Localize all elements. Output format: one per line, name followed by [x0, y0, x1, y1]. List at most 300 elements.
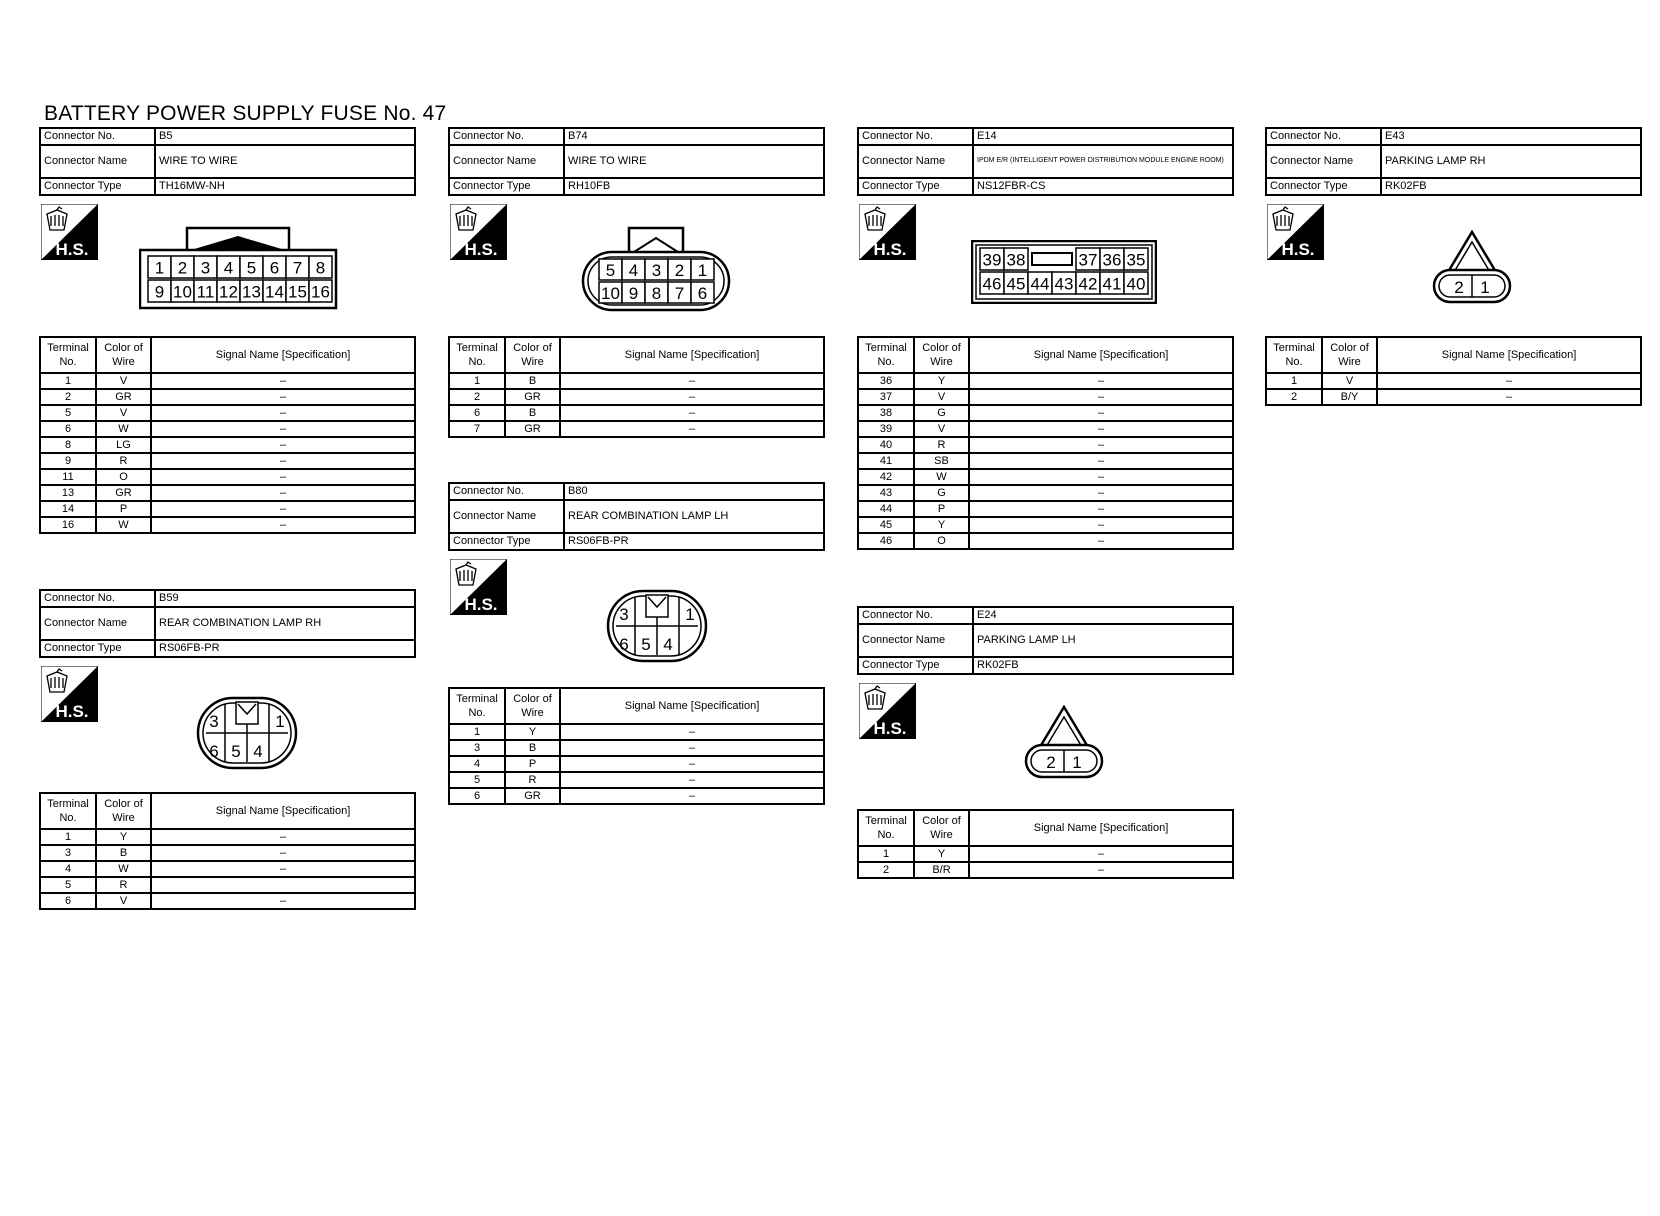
color-of-wire-header: Color of Wire	[914, 337, 969, 373]
connector-block-b5	[39, 127, 416, 534]
signal-name-cell: –	[969, 485, 1233, 501]
terminal-no-cell: 6	[449, 405, 505, 421]
pin-number: 2	[674, 260, 685, 280]
wire-color-cell: R	[96, 877, 151, 893]
terminal-table	[39, 336, 416, 534]
connector-name-label: Connector Name	[449, 500, 564, 533]
terminal-row	[1266, 389, 1641, 405]
signal-name-cell: –	[969, 437, 1233, 453]
signal-name-header: Signal Name [Specification]	[969, 810, 1233, 846]
pin-number: 8	[315, 258, 326, 278]
pin-number: 36	[1102, 250, 1122, 270]
connector-name-label: Connector Name	[858, 145, 973, 178]
terminal-pin	[645, 282, 668, 303]
harness-side-icon	[41, 204, 98, 260]
terminal-row	[858, 437, 1233, 453]
connector-type-value: RS06FB-PR	[155, 640, 415, 657]
wire-color-cell: R	[914, 437, 969, 453]
connector-name-value: REAR COMBINATION LAMP LH	[564, 500, 824, 533]
terminal-pin	[1004, 248, 1028, 270]
connector-block-e14	[857, 127, 1234, 550]
terminal-row	[40, 469, 415, 485]
connector-no-value: E24	[973, 607, 1233, 624]
signal-name-header: Signal Name [Specification]	[151, 337, 415, 373]
terminal-no-cell: 38	[858, 405, 914, 421]
terminal-no-cell: 42	[858, 469, 914, 485]
connector-no-value: B5	[155, 128, 415, 145]
terminal-row	[40, 517, 415, 533]
pin-number: 1	[685, 605, 695, 624]
terminal-row	[449, 405, 824, 421]
signal-name-cell: –	[969, 389, 1233, 405]
terminal-table	[1265, 336, 1642, 406]
terminal-pin	[599, 282, 622, 303]
terminal-row	[449, 740, 824, 756]
wire-color-cell: B	[96, 845, 151, 861]
terminal-pin	[668, 282, 691, 303]
terminal-pin	[1100, 272, 1124, 294]
pin-number: 37	[1078, 250, 1098, 270]
connector-face-e14	[971, 240, 1157, 304]
signal-name-cell: –	[969, 517, 1233, 533]
terminal-no-cell: 4	[40, 861, 96, 877]
terminal-no-cell: 13	[40, 485, 96, 501]
pin-number: 2	[177, 258, 188, 278]
signal-name-header: Signal Name [Specification]	[560, 337, 824, 373]
terminal-no-cell: 39	[858, 421, 914, 437]
signal-name-cell: –	[151, 389, 415, 405]
connector-face-b74	[581, 226, 731, 312]
terminal-pin	[263, 256, 286, 278]
terminal-pin	[622, 282, 645, 303]
connector-no-label: Connector No.	[449, 483, 564, 500]
terminal-row	[40, 845, 415, 861]
connector-block-b74	[448, 127, 825, 438]
terminal-table	[857, 336, 1234, 550]
harness-side-icon	[859, 683, 916, 739]
signal-name-header: Signal Name [Specification]	[969, 337, 1233, 373]
connector-no-label: Connector No.	[1266, 128, 1381, 145]
wire-color-cell: V	[914, 389, 969, 405]
terminal-no-cell: 1	[40, 829, 96, 845]
terminal-no-cell: 16	[40, 517, 96, 533]
connector-face-b5	[139, 226, 345, 310]
wire-color-cell: Y	[505, 724, 560, 740]
pin-number: 9	[628, 283, 639, 303]
signal-name-cell: –	[151, 485, 415, 501]
terminal-row	[40, 421, 415, 437]
terminal-pin	[980, 272, 1004, 294]
pin-number: 14	[265, 282, 284, 302]
connector-block-e43	[1265, 127, 1642, 406]
pin-number: 43	[1054, 274, 1074, 294]
wire-color-cell: B/R	[914, 862, 969, 878]
terminal-row	[40, 829, 415, 845]
page-title: BATTERY POWER SUPPLY FUSE No. 47	[44, 102, 447, 125]
terminal-row	[449, 772, 824, 788]
connector-name-value: REAR COMBINATION LAMP RH	[155, 607, 415, 640]
pin-number: 11	[196, 282, 215, 302]
pin-number: 7	[292, 258, 303, 278]
signal-name-cell: –	[560, 756, 824, 772]
connector-type-value: NS12FBR-CS	[973, 178, 1233, 195]
pin-number: 42	[1078, 274, 1098, 294]
connector-info-table	[39, 127, 416, 196]
terminal-pin	[622, 259, 645, 280]
terminal-no-header: Terminal No.	[1266, 337, 1322, 373]
terminal-no-cell: 45	[858, 517, 914, 533]
terminal-no-cell: 36	[858, 373, 914, 389]
terminal-no-cell: 6	[40, 421, 96, 437]
connector-type-value: RS06FB-PR	[564, 533, 824, 550]
terminal-row	[40, 861, 415, 877]
terminal-pin	[1124, 248, 1148, 270]
pin-number: 2	[1454, 278, 1464, 297]
connector-name-value: WIRE TO WIRE	[155, 145, 415, 178]
wire-color-cell: G	[914, 405, 969, 421]
harness-side-icon	[450, 559, 507, 615]
signal-name-cell: –	[969, 421, 1233, 437]
signal-name-cell: –	[1377, 389, 1641, 405]
terminal-pin	[286, 256, 309, 278]
harness-side-icon	[41, 666, 98, 722]
terminal-no-header: Terminal No.	[858, 337, 914, 373]
pin-number: 15	[288, 282, 307, 302]
pin-number: 2	[1046, 753, 1056, 772]
connector-no-value: B80	[564, 483, 824, 500]
terminal-row	[449, 724, 824, 740]
pin-number: 6	[209, 742, 219, 761]
terminal-no-cell: 1	[858, 846, 914, 862]
pin-number: 5	[605, 260, 616, 280]
connector-name-value: WIRE TO WIRE	[564, 145, 824, 178]
signal-name-cell: –	[560, 772, 824, 788]
connector-face-e43	[1432, 230, 1512, 304]
terminal-no-cell: 37	[858, 389, 914, 405]
signal-name-cell	[151, 877, 415, 893]
harness-side-icon	[859, 204, 916, 260]
signal-name-cell: –	[151, 453, 415, 469]
connector-name-value: IPDM E/R (INTELLIGENT POWER DISTRIBUTION MODULE ENGINE ROOM)	[973, 145, 1233, 178]
terminal-row	[449, 389, 824, 405]
terminal-no-cell: 3	[449, 740, 505, 756]
pin-number: 8	[651, 283, 662, 303]
signal-name-cell: –	[969, 373, 1233, 389]
signal-name-cell: –	[560, 405, 824, 421]
signal-name-cell: –	[151, 829, 415, 845]
connector-no-label: Connector No.	[40, 128, 155, 145]
wire-color-cell: Y	[914, 517, 969, 533]
wire-color-cell: B	[505, 740, 560, 756]
signal-name-header: Signal Name [Specification]	[1377, 337, 1641, 373]
wire-color-cell: GR	[505, 421, 560, 437]
terminal-row	[858, 501, 1233, 517]
signal-name-cell: –	[151, 893, 415, 909]
terminal-row	[40, 373, 415, 389]
terminal-no-cell: 46	[858, 533, 914, 549]
terminal-pin	[668, 259, 691, 280]
terminal-pin	[980, 248, 1004, 270]
pin-number: 16	[311, 282, 330, 302]
connector-no-value: E14	[973, 128, 1233, 145]
connector-type-label: Connector Type	[858, 657, 973, 674]
terminal-no-cell: 9	[40, 453, 96, 469]
terminal-row	[858, 421, 1233, 437]
terminal-no-cell: 5	[40, 877, 96, 893]
pin-number: 4	[253, 742, 263, 761]
pin-number: 45	[1006, 274, 1026, 294]
pin-number: 5	[231, 742, 241, 761]
signal-name-cell: –	[151, 845, 415, 861]
terminal-row	[858, 533, 1233, 549]
terminal-table	[857, 809, 1234, 879]
connector-info-table	[857, 606, 1234, 675]
connector-no-value: E43	[1381, 128, 1641, 145]
signal-name-cell: –	[1377, 373, 1641, 389]
wire-color-cell: W	[96, 861, 151, 877]
terminal-no-cell: 6	[449, 788, 505, 804]
signal-name-cell: –	[969, 453, 1233, 469]
terminal-pin	[1052, 272, 1076, 294]
signal-name-cell: –	[151, 421, 415, 437]
connector-face-b80	[606, 589, 708, 663]
terminal-pin	[194, 280, 217, 302]
terminal-no-cell: 3	[40, 845, 96, 861]
connector-name-label: Connector Name	[1266, 145, 1381, 178]
pin-number: 1	[1480, 278, 1490, 297]
connector-name-value: PARKING LAMP RH	[1381, 145, 1641, 178]
connector-no-label: Connector No.	[858, 128, 973, 145]
pin-number: 46	[982, 274, 1002, 294]
terminal-pin	[171, 256, 194, 278]
wire-color-cell: P	[505, 756, 560, 772]
terminal-row	[40, 389, 415, 405]
terminal-row	[40, 893, 415, 909]
connector-type-value: RK02FB	[1381, 178, 1641, 195]
wire-color-cell: W	[914, 469, 969, 485]
terminal-pin	[691, 282, 714, 303]
wire-color-cell: B	[505, 373, 560, 389]
connector-block-b80	[448, 482, 825, 805]
pin-number: 4	[663, 635, 673, 654]
connector-type-label: Connector Type	[40, 640, 155, 657]
wire-color-cell: B	[505, 405, 560, 421]
terminal-row	[40, 877, 415, 893]
pin-number: 44	[1030, 274, 1050, 294]
terminal-row	[1266, 373, 1641, 389]
terminal-row	[40, 485, 415, 501]
pin-number: 9	[154, 282, 165, 302]
connector-name-label: Connector Name	[40, 145, 155, 178]
terminal-no-cell: 2	[1266, 389, 1322, 405]
terminal-pin	[240, 280, 263, 302]
wire-color-cell: V	[1322, 373, 1377, 389]
connector-type-value: TH16MW-NH	[155, 178, 415, 195]
connector-no-value: B59	[155, 590, 415, 607]
terminal-no-cell: 1	[1266, 373, 1322, 389]
connector-no-label: Connector No.	[858, 607, 973, 624]
signal-name-cell: –	[969, 846, 1233, 862]
signal-name-cell: –	[560, 740, 824, 756]
harness-side-icon	[1267, 204, 1324, 260]
color-of-wire-header: Color of Wire	[96, 793, 151, 829]
terminal-row	[449, 756, 824, 772]
signal-name-cell: –	[151, 437, 415, 453]
terminal-pin	[1124, 272, 1148, 294]
terminal-row	[40, 405, 415, 421]
color-of-wire-header: Color of Wire	[96, 337, 151, 373]
connector-no-label: Connector No.	[40, 590, 155, 607]
signal-name-cell: –	[151, 405, 415, 421]
terminal-row	[858, 453, 1233, 469]
pin-number: 1	[154, 258, 165, 278]
terminal-row	[858, 389, 1233, 405]
wire-color-cell: LG	[96, 437, 151, 453]
pin-number: 41	[1102, 274, 1122, 294]
pin-number: 3	[200, 258, 211, 278]
terminal-pin	[286, 280, 309, 302]
terminal-no-header: Terminal No.	[449, 688, 505, 724]
terminal-no-cell: 1	[40, 373, 96, 389]
terminal-pin	[148, 280, 171, 302]
wire-color-cell: GR	[96, 485, 151, 501]
terminal-row	[858, 373, 1233, 389]
pin-number: 39	[982, 250, 1002, 270]
terminal-pin	[194, 256, 217, 278]
wire-color-cell: P	[96, 501, 151, 517]
terminal-pin	[309, 256, 332, 278]
connector-info-table	[1265, 127, 1642, 196]
terminal-no-cell: 14	[40, 501, 96, 517]
signal-name-cell: –	[560, 788, 824, 804]
signal-name-cell: –	[969, 405, 1233, 421]
pin-number: 40	[1126, 274, 1146, 294]
terminal-no-cell: 40	[858, 437, 914, 453]
wire-color-cell: GR	[96, 389, 151, 405]
wire-color-cell: G	[914, 485, 969, 501]
signal-name-cell: –	[969, 533, 1233, 549]
terminal-no-cell: 6	[40, 893, 96, 909]
color-of-wire-header: Color of Wire	[1322, 337, 1377, 373]
pin-number: 10	[601, 283, 620, 303]
connector-name-label: Connector Name	[858, 624, 973, 657]
wire-color-cell: V	[96, 893, 151, 909]
connector-info-table	[448, 482, 825, 551]
connector-type-label: Connector Type	[858, 178, 973, 195]
terminal-table	[448, 687, 825, 805]
terminal-no-cell: 41	[858, 453, 914, 469]
terminal-no-cell: 43	[858, 485, 914, 501]
signal-name-cell: –	[151, 469, 415, 485]
wire-color-cell: P	[914, 501, 969, 517]
terminal-row	[858, 862, 1233, 878]
terminal-no-cell: 5	[40, 405, 96, 421]
terminal-pin	[1028, 272, 1052, 294]
terminal-pin	[263, 280, 286, 302]
pin-number: 38	[1006, 250, 1026, 270]
terminal-row	[40, 501, 415, 517]
color-of-wire-header: Color of Wire	[914, 810, 969, 846]
wire-color-cell: GR	[505, 389, 560, 405]
terminal-row	[858, 469, 1233, 485]
pin-number: 3	[619, 605, 629, 624]
wire-color-cell: W	[96, 421, 151, 437]
pin-number: 12	[219, 282, 238, 302]
terminal-row	[858, 517, 1233, 533]
connector-name-label: Connector Name	[40, 607, 155, 640]
connector-info-table	[857, 127, 1234, 196]
signal-name-cell: –	[151, 861, 415, 877]
terminal-no-cell: 1	[449, 373, 505, 389]
terminal-no-header: Terminal No.	[858, 810, 914, 846]
pin-number: 5	[246, 258, 257, 278]
color-of-wire-header: Color of Wire	[505, 337, 560, 373]
wire-color-cell: SB	[914, 453, 969, 469]
pin-number: 10	[173, 282, 192, 302]
connector-face-e24	[1024, 705, 1104, 779]
terminal-pin	[1076, 248, 1100, 270]
terminal-table	[448, 336, 825, 438]
connector-block-e24	[857, 606, 1234, 879]
terminal-pin	[148, 256, 171, 278]
pin-number: 13	[242, 282, 261, 302]
terminal-row	[449, 421, 824, 437]
signal-name-cell: –	[560, 724, 824, 740]
wire-color-cell: Y	[914, 846, 969, 862]
terminal-no-cell: 1	[449, 724, 505, 740]
wire-color-cell: Y	[96, 829, 151, 845]
pin-number: 4	[628, 260, 639, 280]
pin-number: 1	[697, 260, 708, 280]
pin-number: 6	[619, 635, 629, 654]
pin-number: 6	[697, 283, 708, 303]
connector-type-label: Connector Type	[449, 178, 564, 195]
signal-name-cell: –	[560, 373, 824, 389]
signal-name-cell: –	[151, 373, 415, 389]
connector-type-label: Connector Type	[449, 533, 564, 550]
terminal-row	[858, 846, 1233, 862]
terminal-pin	[645, 259, 668, 280]
pin-number: 3	[209, 712, 219, 731]
signal-name-cell: –	[151, 501, 415, 517]
terminal-row	[40, 453, 415, 469]
wire-color-cell: V	[914, 421, 969, 437]
terminal-row	[449, 373, 824, 389]
connector-type-value: RK02FB	[973, 657, 1233, 674]
connector-name-label: Connector Name	[449, 145, 564, 178]
wire-color-cell: GR	[505, 788, 560, 804]
pin-number: 6	[269, 258, 280, 278]
terminal-pin	[217, 256, 240, 278]
terminal-no-cell: 7	[449, 421, 505, 437]
signal-name-cell: –	[969, 469, 1233, 485]
terminal-row	[858, 485, 1233, 501]
terminal-row	[40, 437, 415, 453]
signal-name-cell: –	[560, 421, 824, 437]
wire-color-cell: V	[96, 373, 151, 389]
terminal-no-cell: 44	[858, 501, 914, 517]
terminal-pin	[599, 259, 622, 280]
connector-type-value: RH10FB	[564, 178, 824, 195]
wire-color-cell: B/Y	[1322, 389, 1377, 405]
signal-name-cell: –	[969, 501, 1233, 517]
signal-name-header: Signal Name [Specification]	[560, 688, 824, 724]
wire-color-cell: O	[914, 533, 969, 549]
signal-name-cell: –	[969, 862, 1233, 878]
signal-name-cell: –	[560, 389, 824, 405]
wire-color-cell: R	[505, 772, 560, 788]
connector-face-b59	[196, 696, 298, 770]
